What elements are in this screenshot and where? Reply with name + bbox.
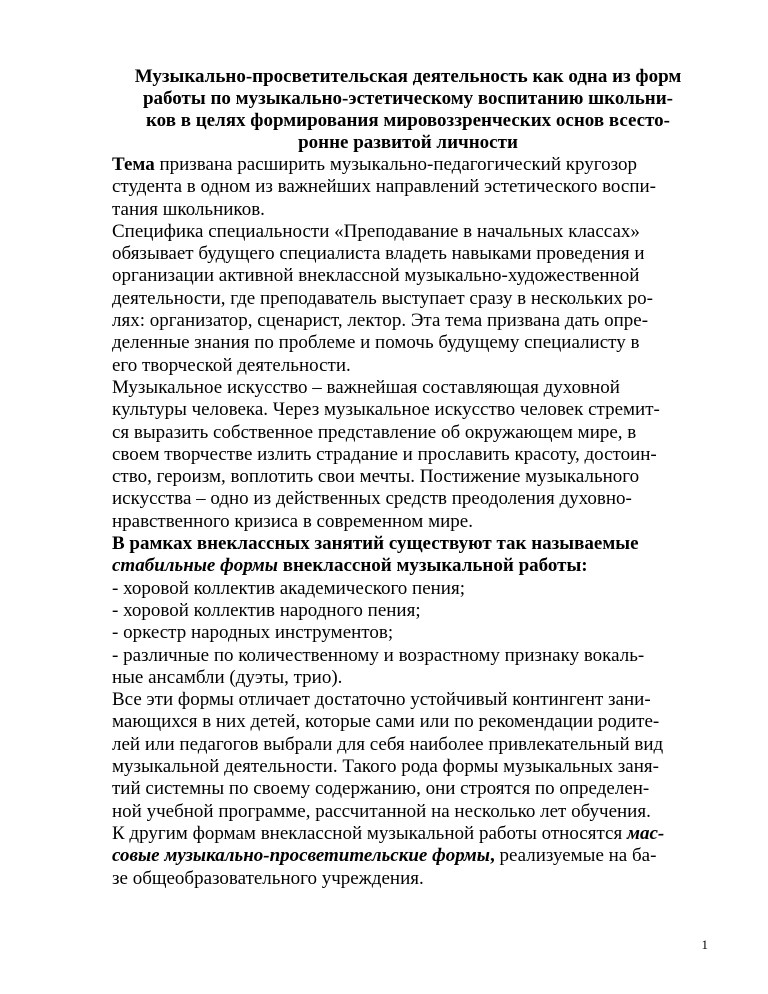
paragraph-mass-forms-line: зе общеобразовательного учреждения. [112,867,424,889]
paragraph-forms-line: ной учебной программе, рассчитанной на несколько лет обучения. [112,800,651,822]
paragraph-music-art-line: своем творчестве излить страдание и прославить красоту, достоин- [112,443,657,465]
paragraph-forms-line: мающихся в них детей, которые сами или по рекомендации родите- [112,711,660,733]
paragraph-music-art-line: культуры человека. Через музыкальное искусство человек стремит- [112,399,660,421]
topic-lead-word: Тема [112,154,155,175]
paragraph-mass-forms-line [112,823,664,845]
paragraph-music-art-line: искусства – одно из действенных средств преодоления духовно- [112,488,632,510]
section-heading-line: В рамках внеклассных занятий существуют так называемые [112,533,639,555]
list-item: - оркестр народных инструментов; [112,622,394,644]
paragraph-specialty-line: его творческой деятельности. [112,354,351,376]
title-line: ронне развитой личности [298,132,518,153]
document-title [112,66,704,154]
title-line: ков в целях формирования мировоззренческих основ всесто- [145,110,670,131]
list-item: - хоровой коллектив народного пения; [112,599,421,621]
title-line: работы по музыкально-эстетическому воспитанию школьни- [142,88,674,109]
paragraph-specialty-line: деленные знания по проблеме и помочь будущему специалисту в [112,332,640,354]
paragraph-topic-line [112,154,664,176]
mass-forms-term: совые музыкально-просветительские формы [112,845,490,867]
paragraph-forms-line: музыкальной деятельности. Такого рода формы музыкальных заня- [112,756,659,778]
mass-forms-text: реализуемые на ба- [494,845,657,867]
list-item: - хоровой коллектив академического пения; [112,577,465,599]
mass-forms-comma: , [489,845,495,867]
paragraph-forms-line: Все эти формы отличает достаточно устойчивый контингент зани- [112,689,651,711]
paragraph-specialty-line: Специфика специальности «Преподавание в начальных классах» [112,220,640,242]
paragraph-specialty-line: лях: организатор, сценарист, лектор. Эта тема призвана дать опре- [112,310,649,332]
paragraph-music-art-line: нравственного кризиса в современном мире. [112,510,473,532]
list-item: - различные по количественному и возрастному признаку вокаль- [112,644,645,666]
paragraph-topic-line: студента в одном из важнейших направлений эстетического воспи- [112,176,656,198]
paragraph-music-art-line: ство, героизм, воплотить свои мечты. Постижение музыкального [112,466,640,488]
document-body [112,154,664,890]
topic-text: призвана расширить музыкально-педагогический кругозор [154,154,637,175]
paragraph-topic-line: тания школьников. [112,198,265,220]
paragraph-music-art-line: Музыкальное искусство – важнейшая составляющая духовной [112,376,620,398]
paragraph-music-art-line: ся выразить собственное представление об окружающем мире, в [112,421,637,443]
paragraph-forms-line: лей или педагогов выбрали для себя наиболее привлекательный вид [112,733,664,755]
mass-forms-term: мас- [626,822,665,844]
mass-forms-text: К другим формам внеклассной музыкальной работы относятся [112,822,627,844]
heading-rest: внеклассной музыкальной работы: [277,555,588,577]
page-number: 1 [701,937,708,952]
paragraph-mass-forms-line [112,845,664,867]
section-heading-line [112,555,664,577]
paragraph-forms-line: тий системны по своему содержанию, они строятся по определен- [112,778,650,800]
paragraph-specialty-line: организации активной внеклассной музыкально-художественной [112,265,640,287]
stable-forms-term: стабильные формы [112,555,278,577]
paragraph-specialty-line: обязывает будущего специалиста владеть навыками проведения и [112,243,645,265]
list-item: ные ансамбли (дуэты, трио). [112,666,343,688]
title-line: Музыкально-просветительская деятельность как одна из форм [134,66,682,87]
paragraph-specialty-line: деятельности, где преподаватель выступает сразу в нескольких ро- [112,287,653,309]
